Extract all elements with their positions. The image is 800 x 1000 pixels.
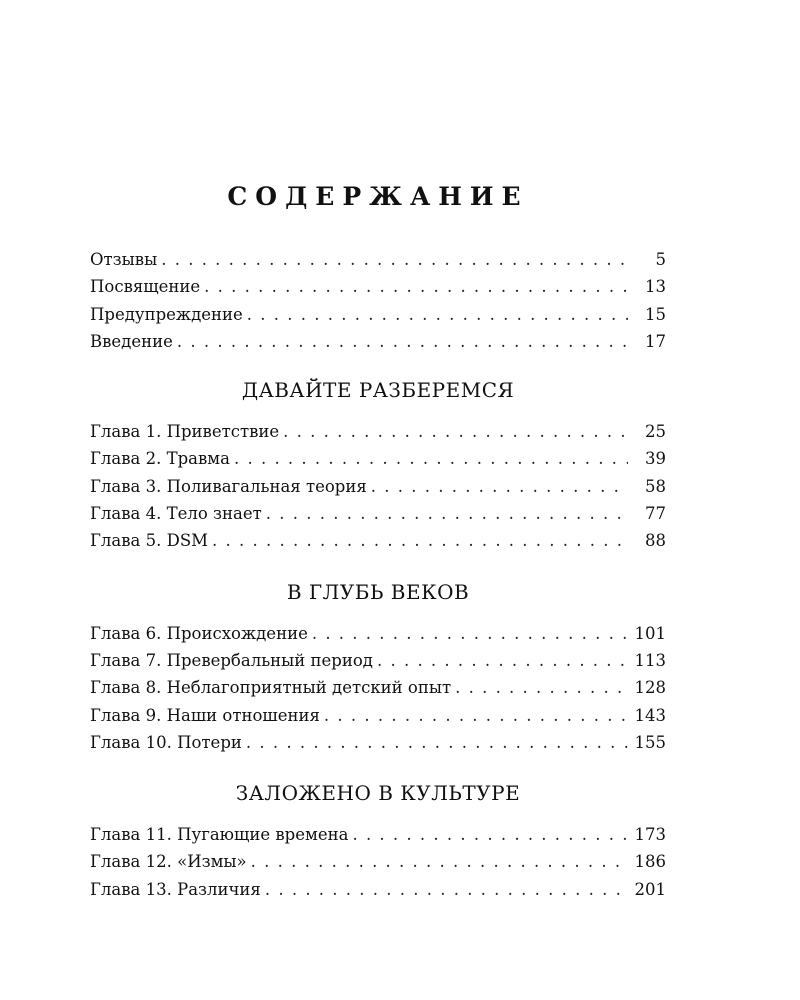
toc-entry-page: 173 — [634, 825, 666, 845]
toc-entry-page: 39 — [645, 449, 666, 469]
section-heading: ДАВАЙТЕ РАЗБЕРЕМСЯ — [241, 378, 515, 403]
toc-entry-label: Глава 9. Наши отношения — [90, 705, 320, 725]
dot-leader — [312, 620, 628, 647]
toc-entry[interactable] — [90, 729, 666, 756]
toc-entry-label: Глава 2. Травма — [90, 449, 230, 469]
dot-leader — [204, 273, 628, 300]
table-of-contents — [90, 182, 666, 903]
toc-entry-page: 101 — [634, 623, 666, 643]
toc-entry-label: Глава 4. Тело знает — [90, 504, 262, 524]
toc-entry-label: Глава 3. Поливагальная теория — [90, 476, 367, 496]
toc-entry-label: Глава 6. Происхождение — [90, 623, 308, 643]
dot-leader — [371, 473, 628, 500]
toc-entry-page: 13 — [645, 277, 666, 297]
section-heading: ЗАЛОЖЕНО В КУЛЬТУРЕ — [235, 781, 521, 806]
dot-leader — [247, 301, 628, 328]
toc-entry[interactable] — [90, 246, 666, 273]
toc-entry-label: Глава 1. Приветствие — [90, 422, 280, 442]
toc-entry[interactable] — [90, 702, 666, 729]
dot-leader — [455, 674, 628, 701]
toc-entry[interactable] — [90, 620, 666, 647]
toc-entry[interactable] — [90, 876, 666, 903]
dot-leader — [177, 328, 628, 355]
toc-entry-label: Глава 7. Превербальный период — [90, 650, 373, 670]
dot-leader — [283, 418, 628, 445]
section-entries-list — [90, 821, 666, 903]
toc-entry-page: 128 — [634, 678, 666, 698]
dot-leader — [265, 876, 628, 903]
toc-entry-page: 88 — [645, 531, 666, 551]
toc-entry-page: 5 — [655, 250, 666, 269]
toc-entry[interactable] — [90, 473, 666, 500]
dot-leader — [234, 445, 628, 472]
dot-leader — [251, 848, 628, 875]
section-entries-list — [90, 418, 666, 554]
toc-entry[interactable] — [90, 500, 666, 527]
toc-entry-page: 77 — [645, 504, 666, 524]
dot-leader — [352, 821, 628, 848]
toc-entry-label: Глава 5. DSM — [90, 531, 209, 551]
toc-entry-page: 17 — [645, 331, 666, 351]
toc-entry[interactable] — [90, 328, 666, 355]
dot-leader — [377, 647, 628, 674]
toc-entry-label: Глава 11. Пугающие времена — [90, 825, 349, 845]
toc-entry[interactable] — [90, 821, 666, 848]
dot-leader — [266, 500, 628, 527]
toc-entry[interactable] — [90, 418, 666, 445]
dot-leader — [246, 729, 628, 756]
toc-entry-page: 186 — [634, 852, 666, 872]
toc-entry[interactable] — [90, 527, 666, 554]
toc-entry[interactable] — [90, 848, 666, 875]
dot-leader — [161, 246, 628, 273]
toc-entry-page: 201 — [634, 879, 666, 899]
toc-entry-page: 25 — [645, 422, 666, 442]
toc-entry-page: 155 — [634, 732, 666, 752]
toc-entry-label: Глава 12. «Измы» — [90, 852, 247, 872]
toc-entry[interactable] — [90, 647, 666, 674]
toc-entry-label: Отзывы — [90, 250, 158, 269]
toc-entry[interactable] — [90, 301, 666, 328]
toc-entry-label: Посвящение — [90, 277, 201, 297]
toc-entry-label: Введение — [90, 331, 173, 351]
toc-entry[interactable] — [90, 445, 666, 472]
toc-entry-page: 58 — [645, 476, 666, 496]
toc-entry[interactable] — [90, 273, 666, 300]
toc-entry-page: 143 — [634, 705, 666, 725]
section-heading: В ГЛУБЬ ВЕКОВ — [286, 579, 470, 604]
dot-leader — [324, 702, 628, 729]
toc-entry-label: Предупреждение — [90, 304, 243, 324]
toc-entry-label: Глава 8. Неблагоприятный детский опыт — [90, 678, 452, 698]
section-entries-list — [90, 620, 666, 756]
toc-entry-page: 15 — [645, 304, 666, 324]
dot-leader — [212, 527, 628, 554]
toc-entry-label: Глава 10. Потери — [90, 732, 242, 752]
toc-entry[interactable] — [90, 674, 666, 701]
toc-entry-label: Глава 13. Различия — [90, 879, 261, 899]
toc-entry-page: 113 — [634, 650, 666, 670]
front-matter-list — [90, 246, 666, 355]
page-title: СОДЕРЖАНИЕ — [227, 182, 529, 211]
